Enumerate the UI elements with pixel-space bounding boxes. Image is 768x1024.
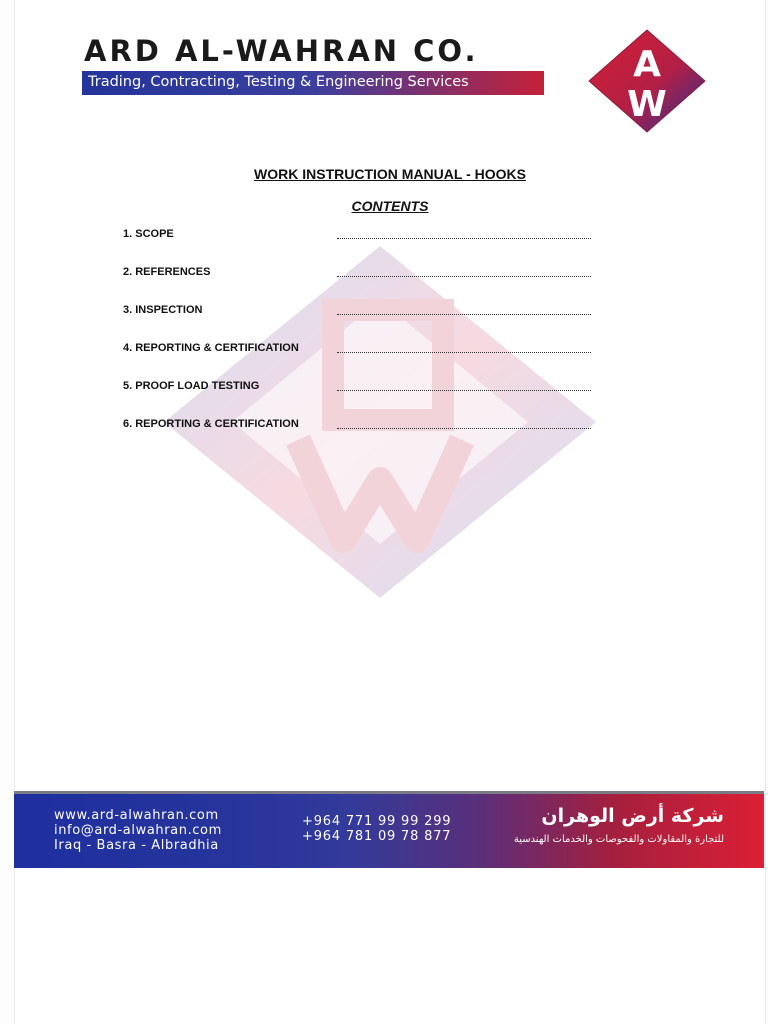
website-link: www.ard-alwahran.com (54, 808, 219, 823)
toc-dotted-leader (337, 352, 591, 353)
phone-number-1: +964 771 99 99 299 (302, 814, 452, 829)
toc-label: 3. INSPECTION (123, 304, 203, 316)
toc-dotted-leader (337, 276, 591, 277)
toc-dotted-leader (337, 314, 591, 315)
toc-label: 5. PROOF LOAD TESTING (123, 380, 260, 392)
tagline: Trading, Contracting, Testing & Engineering Services (88, 74, 469, 90)
arabic-company-name: شركة أرض الوهران (541, 805, 724, 827)
toc-dotted-leader (337, 428, 591, 429)
toc-label: 6. REPORTING & CERTIFICATION (123, 418, 299, 430)
toc-dotted-leader (337, 390, 591, 391)
toc-item-references (123, 266, 593, 282)
toc-label: 1. SCOPE (123, 228, 174, 240)
toc-item-reporting-certification (123, 342, 593, 358)
toc-item-scope (123, 228, 593, 244)
logo-letter-a: A (633, 44, 661, 85)
toc-dotted-leader (337, 238, 591, 239)
document-title: WORK INSTRUCTION MANUAL - HOOKS (254, 166, 526, 182)
toc-item-proof-load-testing (123, 380, 593, 396)
toc-label: 4. REPORTING & CERTIFICATION (123, 342, 299, 354)
footer-banner (14, 791, 764, 868)
footer-contact-block (54, 808, 222, 853)
tagline-banner (82, 71, 544, 95)
phone-number-2: +964 781 09 78 877 (302, 829, 452, 844)
arabic-company-subtitle: للتجارة والمقاولات والفحوصات والخدمات الهندسية (513, 834, 724, 845)
company-logo (583, 26, 711, 136)
toc-item-reporting-certification-2 (123, 418, 593, 434)
address-text: Iraq - Basra - Albradhia (54, 838, 219, 853)
logo-letter-w: W (627, 84, 667, 125)
contents-heading: CONTENTS (351, 198, 429, 214)
footer-phone-block (302, 814, 451, 844)
email-link: info@ard-alwahran.com (54, 823, 222, 838)
toc-label: 2. REFERENCES (123, 266, 211, 278)
company-name: ARD AL-WAHRAN CO. (84, 34, 479, 68)
toc-item-inspection (123, 304, 593, 320)
